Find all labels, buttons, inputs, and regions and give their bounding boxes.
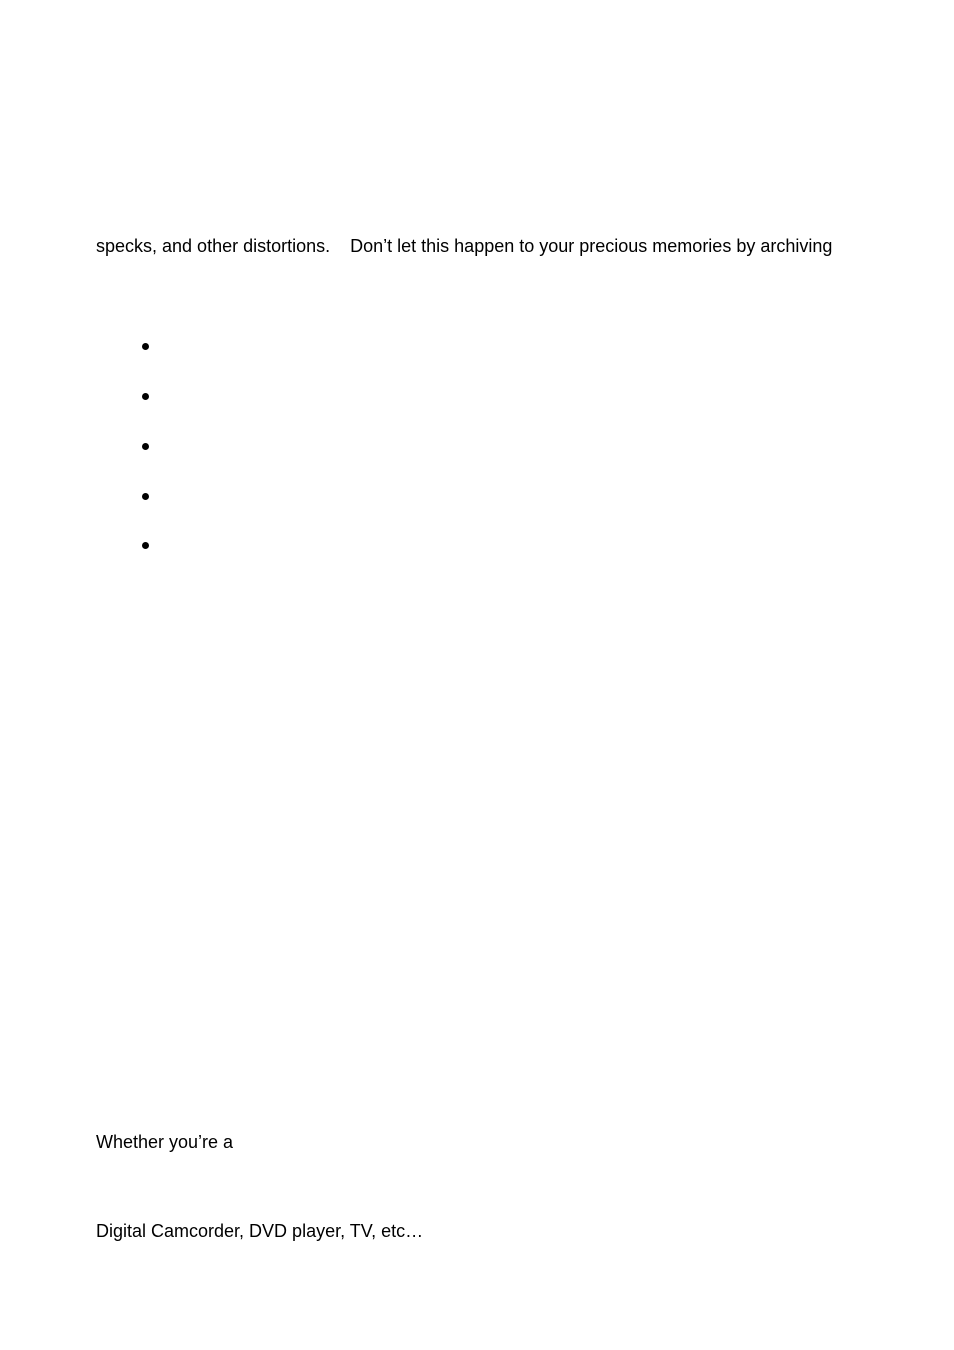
bullet-point-icon xyxy=(142,493,149,500)
bullet-point-icon xyxy=(142,393,149,400)
body-text-line: Digital Camcorder, DVD player, TV, etc… xyxy=(96,1221,424,1241)
body-text-line: Whether you’re a xyxy=(96,1132,234,1152)
bullet-point-icon xyxy=(142,542,149,549)
body-text-line: specks, and other distortions. Don’t let this happen to your precious memories by archiving xyxy=(96,236,833,256)
bullet-point-icon xyxy=(142,443,149,450)
bullet-point-icon xyxy=(142,343,149,350)
